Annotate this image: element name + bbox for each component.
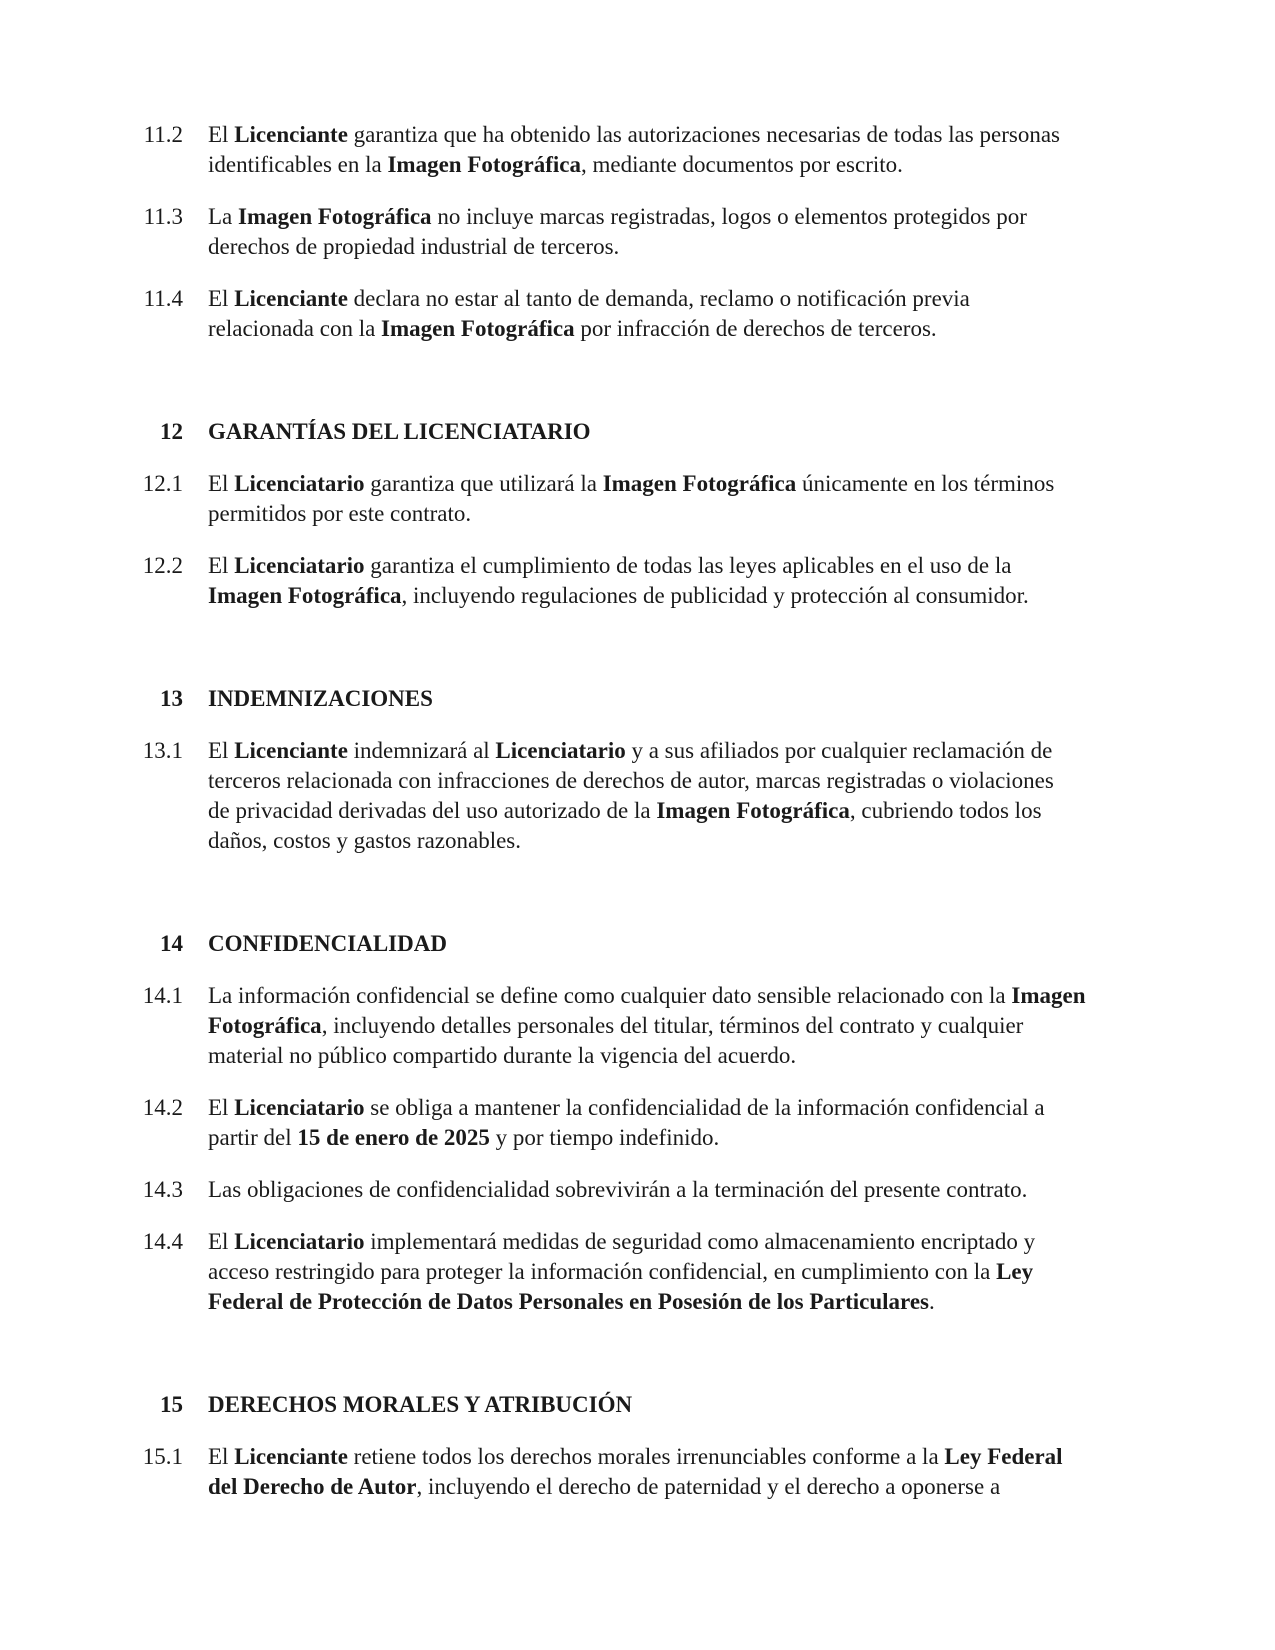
text-line: Fotográfica, incluyendo detalles personales del titular, términos del contrato y cualquier (208, 1013, 1024, 1038)
section-number: 13 (160, 686, 183, 711)
text-line: del Derecho de Autor, incluyendo el derecho de paternidad y el derecho a oponerse a (208, 1474, 1001, 1499)
clause-number: 14.2 (142, 1095, 183, 1120)
section-number: 12 (160, 419, 183, 444)
text-line: terceros relacionada con infracciones de derechos de autor, marcas registradas o violaciones (208, 768, 1054, 793)
clause-text (208, 284, 970, 344)
clause-text (208, 1442, 1063, 1502)
text-line: identificables en la Imagen Fotográfica, mediante documentos por escrito. (208, 152, 903, 177)
clause-number: 14.4 (142, 1229, 183, 1254)
text-line: Las obligaciones de confidencialidad sobrevivirán a la terminación del presente contrato. (208, 1177, 1028, 1202)
clause-13-1 (0, 736, 1275, 856)
text-line: de privacidad derivadas del uso autorizado de la Imagen Fotográfica, cubriendo todos los (208, 798, 1042, 823)
text-line: material no público compartido durante la vigencia del acuerdo. (208, 1043, 797, 1068)
section-heading-13 (0, 684, 1275, 714)
text-line: Imagen Fotográfica, incluyendo regulaciones de publicidad y protección al consumidor. (208, 583, 1029, 608)
clause-12-2 (0, 551, 1275, 611)
clause-14-1 (0, 981, 1275, 1071)
clause-text (208, 1175, 1027, 1205)
text-line: permitidos por este contrato. (208, 501, 472, 526)
section-title: GARANTÍAS DEL LICENCIATARIO (208, 419, 591, 444)
clause-text (208, 202, 1027, 262)
clause-14-3 (0, 1175, 1275, 1205)
text-line: El Licenciante indemnizará al Licenciatario y a sus afiliados por cualquier reclamación de (208, 738, 1053, 763)
text-line: Federal de Protección de Datos Personales en Posesión de los Particulares. (208, 1289, 935, 1314)
text-line: El Licenciatario garantiza que utilizará la Imagen Fotográfica únicamente en los términos (208, 471, 1055, 496)
clause-number: 12.1 (142, 471, 183, 496)
clause-text (208, 1227, 1035, 1317)
text-line: partir del 15 de enero de 2025 y por tiempo indefinido. (208, 1125, 720, 1150)
clause-15-1 (0, 1442, 1275, 1502)
text-line: El Licenciatario se obliga a mantener la confidencialidad de la información confidencial a (208, 1095, 1045, 1120)
text-line: El Licenciatario implementará medidas de seguridad como almacenamiento encriptado y (208, 1229, 1036, 1254)
clause-14-2 (0, 1093, 1275, 1153)
section-heading-14 (0, 929, 1275, 959)
text-line: El Licenciatario garantiza el cumplimiento de todas las leyes aplicables en el uso de la (208, 553, 1012, 578)
clause-12-1 (0, 469, 1275, 529)
clause-11-3 (0, 202, 1275, 262)
section-title: INDEMNIZACIONES (208, 686, 433, 711)
clause-11-2 (0, 120, 1275, 180)
clause-number: 14.3 (142, 1177, 183, 1202)
text-line: derechos de propiedad industrial de terceros. (208, 234, 620, 259)
section-title: CONFIDENCIALIDAD (208, 931, 447, 956)
section-number: 15 (160, 1392, 183, 1417)
text-line: El Licenciante retiene todos los derechos morales irrenunciables conforme a la Ley Federal (208, 1444, 1063, 1469)
clause-text (208, 981, 1086, 1071)
text-line: acceso restringido para proteger la información confidencial, en cumplimiento con la Ley (208, 1259, 1034, 1284)
clause-text (208, 1093, 1045, 1153)
clause-text (208, 120, 1060, 180)
text-line: La información confidencial se define como cualquier dato sensible relacionado con la Imagen (208, 983, 1086, 1008)
section-heading-12 (0, 417, 1275, 447)
clause-text (208, 736, 1054, 856)
clause-number: 12.2 (142, 553, 183, 578)
section-number: 14 (160, 931, 183, 956)
clause-number: 11.4 (143, 286, 183, 311)
clause-number: 13.1 (142, 738, 183, 763)
text-line: La Imagen Fotográfica no incluye marcas registradas, logos o elementos protegidos por (208, 204, 1027, 229)
clause-number: 14.1 (142, 983, 183, 1008)
clause-11-4 (0, 284, 1275, 344)
section-heading-15 (0, 1390, 1275, 1420)
text-line: relacionada con la Imagen Fotográfica por infracción de derechos de terceros. (208, 316, 937, 341)
clause-text (208, 469, 1054, 529)
text-line: El Licenciante declara no estar al tanto de demanda, reclamo o notificación previa (208, 286, 970, 311)
clause-14-4 (0, 1227, 1275, 1317)
clause-number: 11.3 (143, 204, 183, 229)
clause-text (208, 551, 1029, 611)
text-line: daños, costos y gastos razonables. (208, 828, 521, 853)
clause-number: 15.1 (142, 1444, 183, 1469)
text-line: El Licenciante garantiza que ha obtenido las autorizaciones necesarias de todas las personas (208, 122, 1060, 147)
clause-number: 11.2 (143, 122, 183, 147)
section-title: DERECHOS MORALES Y ATRIBUCIÓN (208, 1392, 633, 1417)
